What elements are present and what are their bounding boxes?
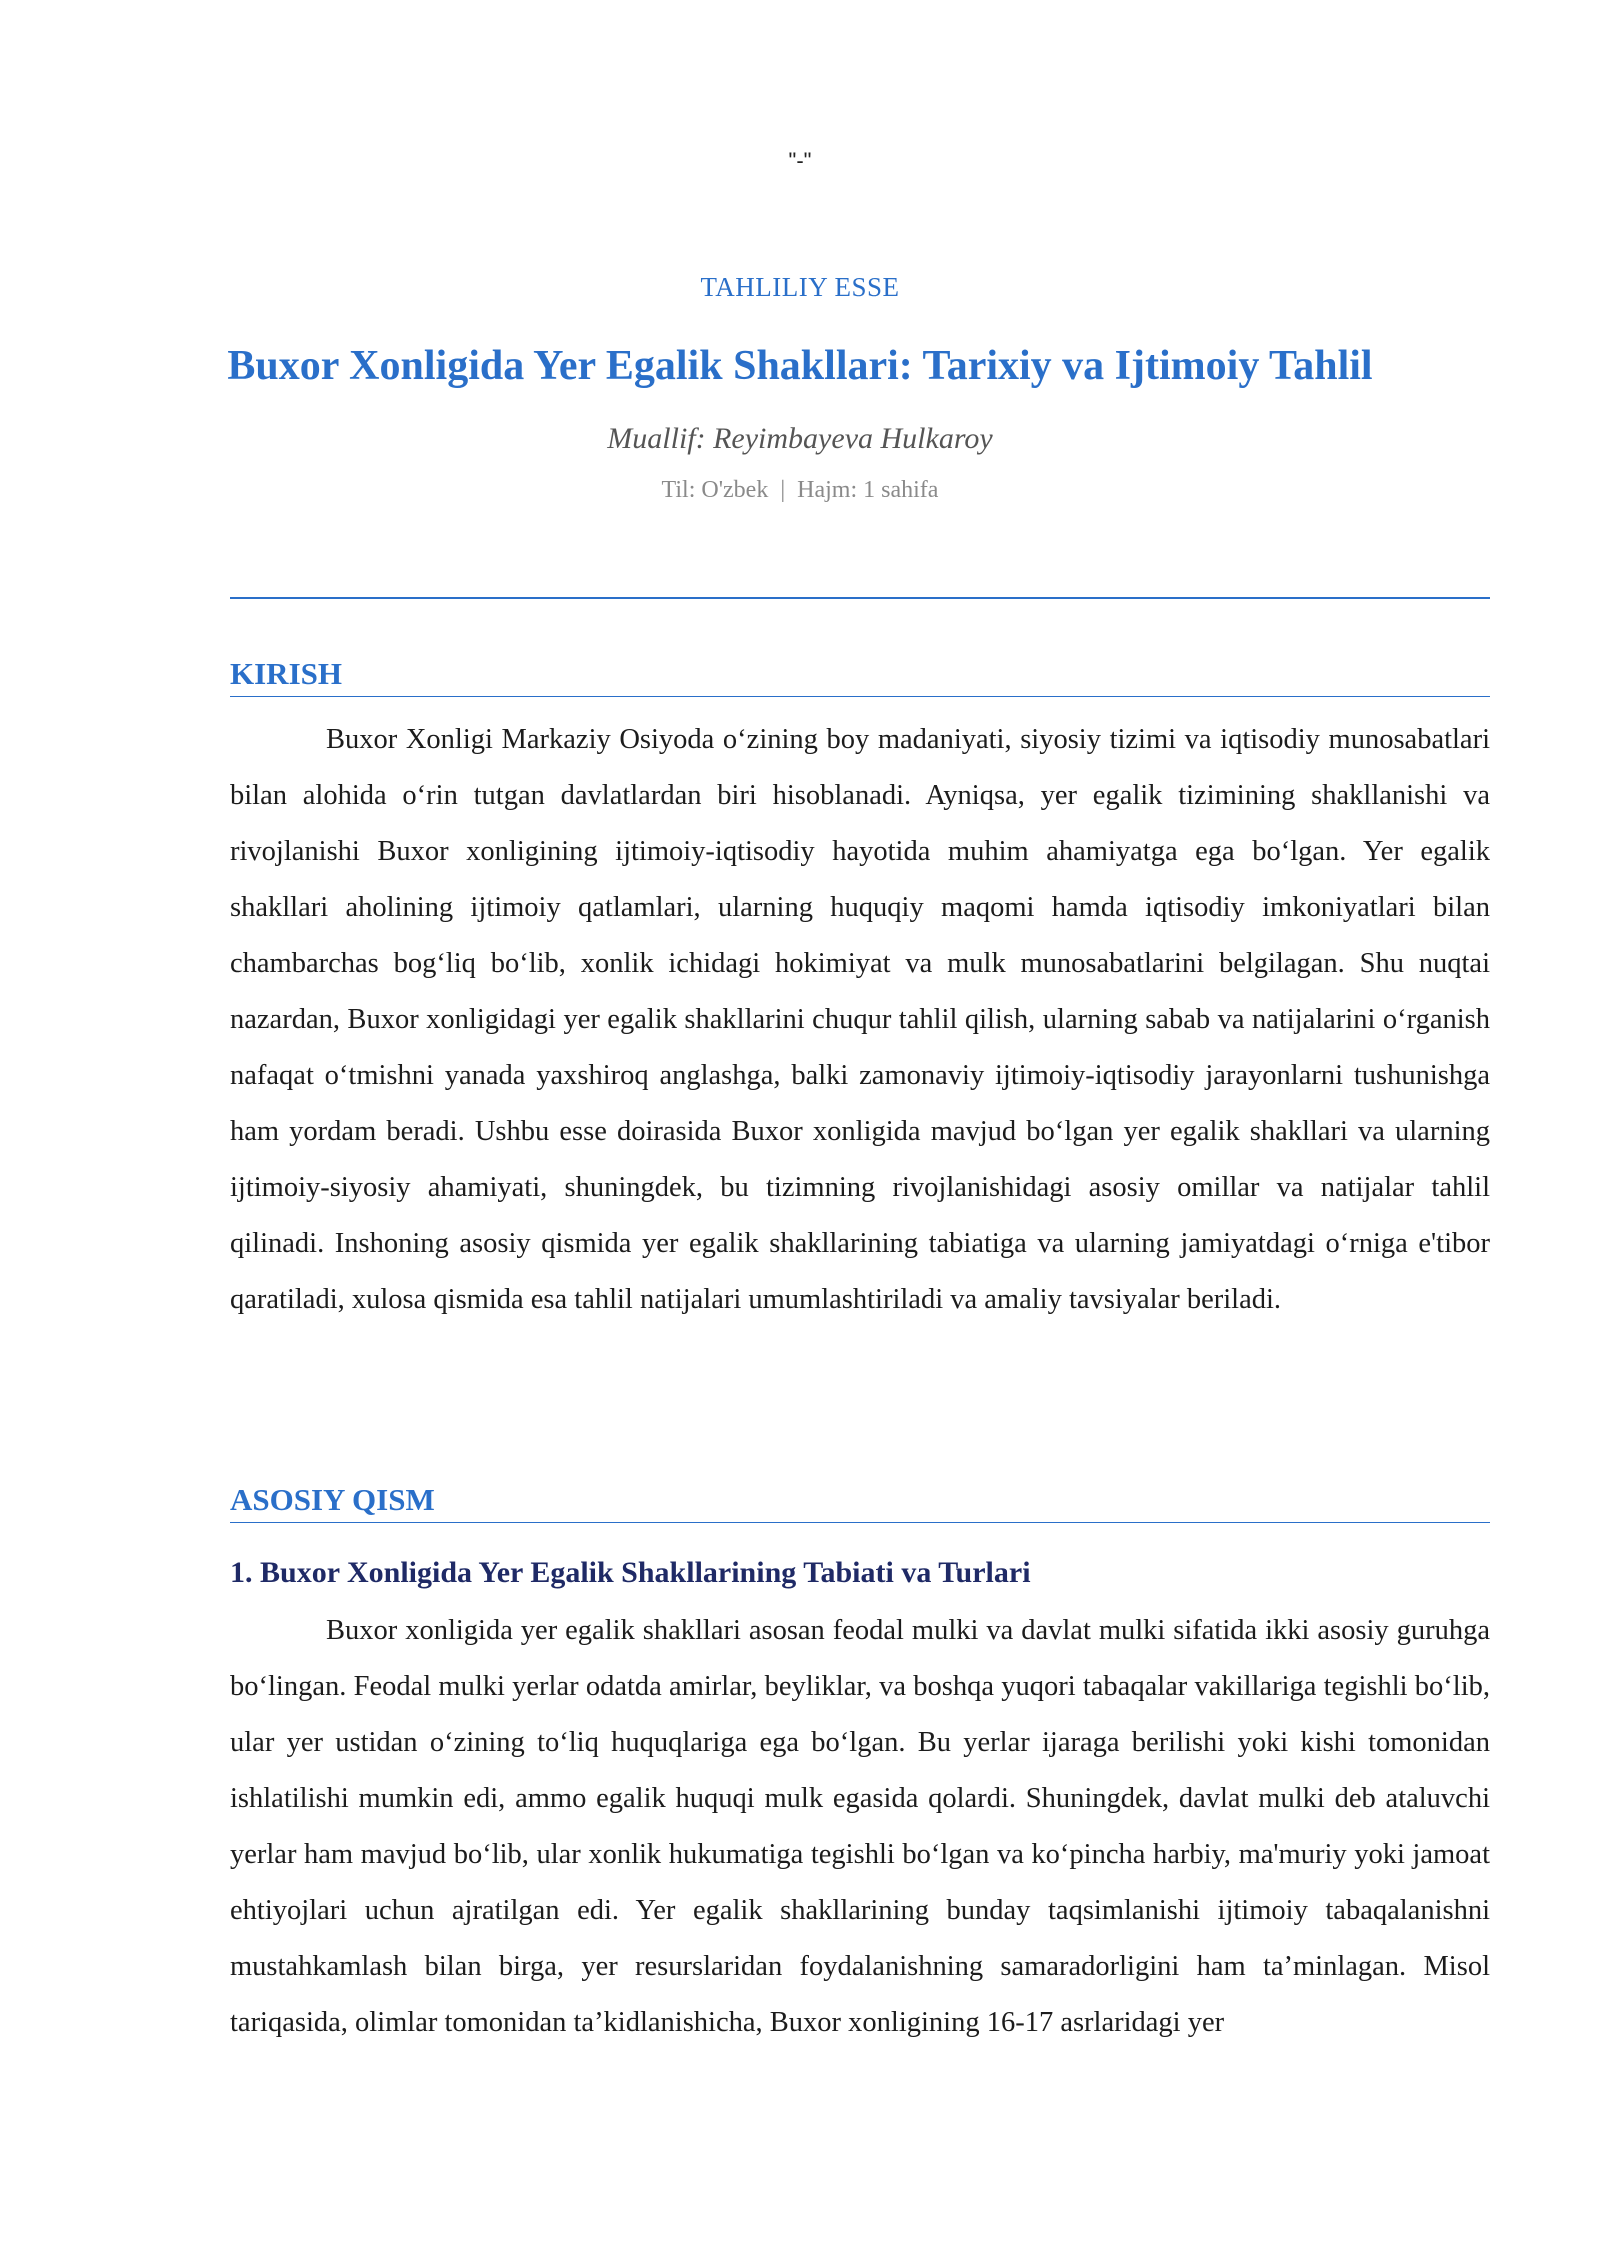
meta-language: Til: O'zbek [661, 477, 769, 503]
document-meta [0, 477, 1600, 504]
essay-type-label: TAHLILIY ESSE [700, 272, 900, 302]
meta-separator: | [780, 477, 786, 503]
title-divider [230, 597, 1490, 599]
subsection-heading-1: 1. Buxor Xonligida Yer Egalik Shakllarining Tabiati va Turlari [230, 1556, 1031, 1589]
section-heading-intro: KIRISH [230, 656, 1490, 697]
document-title: Buxor Xonligida Yer Egalik Shakllari: Tarixiy va Ijtimoiy Tahlil [227, 343, 1373, 389]
intro-paragraph: Buxor Xonligi Markaziy Osiyoda o‘zining boy madaniyati, siyosiy tizimi va iqtisodiy munosabatlari bilan alohida o‘rin tutgan davlatlardan biri hisoblanadi. Ayniqsa, yer egalik tizimining shakllanishi va rivojlanishi Buxor xonligining ijtimoiy-iqtisodiy hayotida muhim ahamiyatga ega bo‘lgan. Yer egalik shakllari aholining ijtimoiy qatlamlari, ularning huquqiy maqomi hamda iqtisodiy imkoniyatlari bilan chambarchas bog‘liq bo‘lib, xonlik ichidagi hokimiyat va mulk munosabatlarini belgilagan. Shu nuqtai nazardan, Buxor xonligidagi yer egalik shakllarini chuqur tahlil qilish, ularning sabab va natijalarini o‘rganish nafaqat o‘tmishni yanada yaxshiroq anglashga, balki zamonaviy ijtimoiy-iqtisodiy jarayonlarni tushunishga ham yordam beradi. Ushbu esse doirasida Buxor xonligida mavjud bo‘lgan yer egalik shakllari va ularning ijtimoiy-siyosiy ahamiyati, shuningdek, bu tizimning rivojlanishidagi asosiy omillar va natijalar tahlil qilinadi. Inshoning asosiy qismida yer egalik shakllarining tabiatiga va ularning jamiyatdagi o‘rniga e'tibor qaratiladi, xulosa qismida esa tahlil natijalari umumlashtiriladi va amaliy tavsiyalar beriladi. [230, 724, 1490, 1315]
section-heading-main: ASOSIY QISM [230, 1482, 1490, 1523]
main-paragraph: Buxor xonligida yer egalik shakllari asosan feodal mulki va davlat mulki sifatida ikki asosiy guruhga bo‘lingan. Feodal mulki yerlar odatda amirlar, beyliklar, va boshqa yuqori tabaqalar vakillariga tegishli bo‘lib, ular yer ustidan o‘zining to‘liq huquqlariga ega bo‘lgan. Bu yerlar ijaraga berilishi yoki kishi tomonidan ishlatilishi mumkin edi, ammo egalik huquqi mulk egasida qolardi. Shuningdek, davlat mulki deb ataluvchi yerlar ham mavjud bo‘lib, ular xonlik hukumatiga tegishli bo‘lgan va ko‘pincha harbiy, ma'muriy yoki jamoat ehtiyojlari uchun ajratilgan edi. Yer egalik shakllarining bunday taqsimlanishi ijtimoiy tabaqalanishni mustahkamlash bilan birga, yer resurslaridan foydalanishning samaradorligini ham ta’minlagan. Misol tariqasida, olimlar tomonidan ta’kidlanishicha, Buxor xonligining 16-17 asrlaridagi yer [230, 1615, 1490, 2038]
meta-size: Hajm: 1 sahifa [797, 477, 939, 503]
author-line: Muallif: Reyimbayeva Hulkaroy [607, 422, 993, 455]
page-header-mark: "-" [788, 148, 812, 173]
